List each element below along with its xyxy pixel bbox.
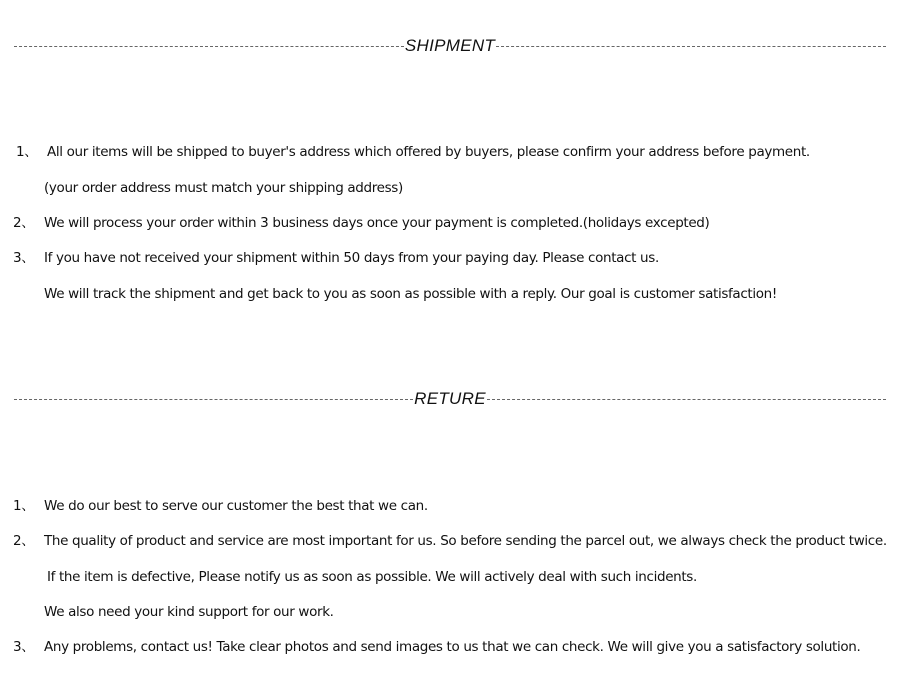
return-title: RETURE xyxy=(414,389,486,408)
item-text: If the item is defective, Please notify us as soon as possible. We will actively deal with such incidents. xyxy=(47,569,697,585)
item-text: We do our best to serve our customer the best that we can. xyxy=(44,498,428,514)
item-number: 3、 xyxy=(13,639,35,655)
item-text: We will track the shipment and get back to you as soon as possible with a reply. Our goal is customer satisfaction! xyxy=(44,286,777,302)
item-text: Any problems, contact us! Take clear photos and send images to us that we can check. We will give you a satisfactory solution. xyxy=(44,639,861,655)
item-text: All our items will be shipped to buyer's address which offered by buyers, please confirm your address before payment. xyxy=(47,144,810,160)
divider-right xyxy=(496,46,886,47)
shipment-heading xyxy=(14,36,886,56)
item-text: We also need your kind support for our work. xyxy=(44,604,334,620)
divider-left xyxy=(14,46,404,47)
item-text: We will process your order within 3 business days once your payment is completed.(holidays excepted) xyxy=(44,215,710,231)
divider-left xyxy=(14,399,413,400)
shipment-title: SHIPMENT xyxy=(404,36,496,55)
item-number: 2、 xyxy=(13,533,35,549)
item-number: 2、 xyxy=(13,215,35,231)
divider-right xyxy=(487,399,886,400)
item-text: (your order address must match your shipping address) xyxy=(44,180,403,196)
return-heading xyxy=(14,389,886,409)
item-number: 1、 xyxy=(16,144,38,160)
item-text: If you have not received your shipment within 50 days from your paying day. Please contact us. xyxy=(44,250,659,266)
item-number: 1、 xyxy=(13,498,35,514)
item-text: The quality of product and service are most important for us. So before sending the parcel out, we always check the product twice. xyxy=(44,533,887,549)
item-number: 3、 xyxy=(13,250,35,266)
